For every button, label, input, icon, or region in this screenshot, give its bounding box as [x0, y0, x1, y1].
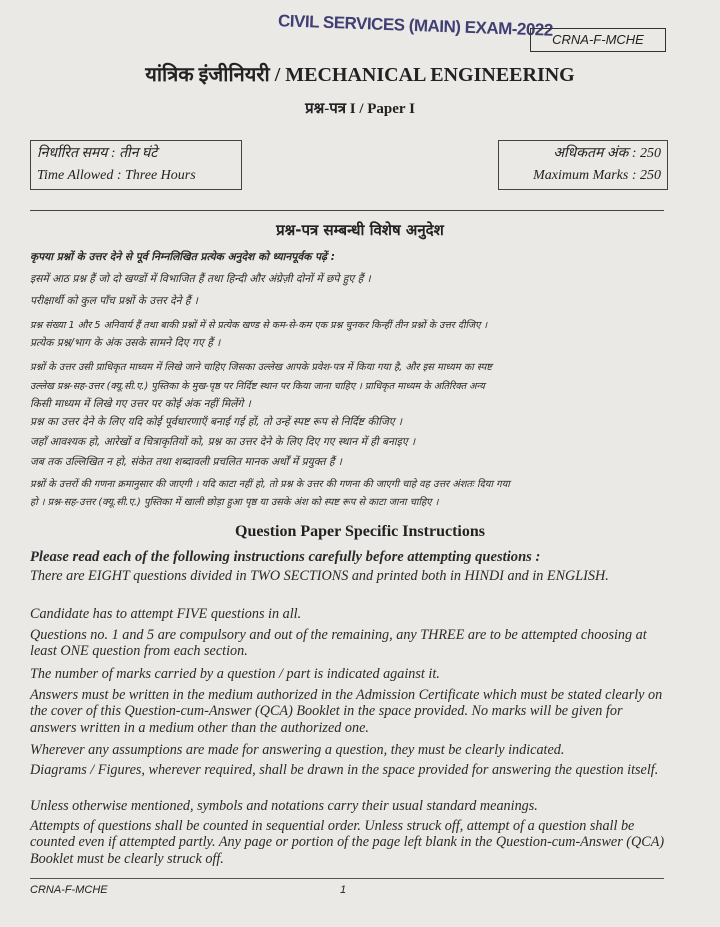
paper-code-box: CRNA-F-MCHE	[530, 28, 666, 52]
hindi-instruction-line: प्रत्येक प्रश्न/भाग के अंक उसके सामने दिए गए हैं ।	[30, 337, 221, 349]
footer-paper-code: CRNA-F-MCHE	[30, 884, 108, 896]
hindi-instruction-line: प्रश्नों के उत्तरों की गणना क्रमानुसार की जाएगी । यदि काटा नहीं हो, तो प्रश्न के उत्तर की गणना की जाएगी चाहे वह उत्तर अंशतः दिया गया	[30, 479, 510, 490]
english-instruction-line: Wherever any assumptions are made for answering a question, they must be clearly indicated.	[30, 742, 565, 758]
hindi-instruction-line: प्रश्न का उत्तर देने के लिए यदि कोई पूर्वधारणाएँ बनाई गई हों, तो उन्हें स्पष्ट रूप से निर्दिष्ट कीजिए ।	[30, 416, 403, 428]
english-instruction-line: Questions no. 1 and 5 are compulsory and out of the remaining, any THREE are to be attempted choosing at least ONE question from each section.	[30, 627, 647, 660]
footer-divider	[30, 878, 664, 879]
divider	[30, 210, 664, 211]
english-instruction-line: Attempts of questions shall be counted in sequential order. Unless struck off, attempt of a question shall be counted even if attempted partly. Any page or portion of the page left blank in the Question-cum-Answer (QCA) Booklet must be clearly struck off.	[30, 818, 665, 867]
hindi-instruction-line: प्रश्न संख्या 1 और 5 अनिवार्य हैं तथा बाकी प्रश्नों में से प्रत्येक खण्ड से कम-से-कम एक प्रश्न चुनकर किन्हीं तीन प्रश्नों के उत्तर दीजिए ।	[30, 320, 488, 331]
hindi-instruction-line: उल्लेख प्रश्न-सह-उत्तर (क्यू.सी.ए.) पुस्तिका के मुख-पृष्ठ पर निर्दिष्ट स्थान पर किया जाना चाहिए । प्राधिकृत माध्यम के अतिरिक्त अन्य	[30, 381, 485, 392]
english-instruction-line: Answers must be written in the medium authorized in the Admission Certificate which must be stated clearly on the cover of this Question-cum-Answer (QCA) Booklet in the space provided. No marks will be given for answers written in a medium other than the authorized one.	[30, 687, 663, 736]
exam-stamp: CIVIL SERVICES (MAIN) EXAM-2022	[277, 11, 554, 40]
english-instruction-line: Unless otherwise mentioned, symbols and notations carry their usual standard meanings.	[30, 798, 538, 814]
english-instruction-line: Please read each of the following instructions carefully before attempting questions :	[30, 549, 541, 565]
english-instruction-line: There are EIGHT questions divided in TWO SECTIONS and printed both in HINDI and in ENGLISH.	[30, 568, 609, 584]
english-instruction-line: The number of marks carried by a question / part is indicated against it.	[30, 666, 440, 682]
hindi-instruction-line: किसी माध्यम में लिखे गए उत्तर पर कोई अंक नहीं मिलेंगे ।	[30, 398, 251, 410]
hindi-instruction-line: हो । प्रश्न-सह-उत्तर (क्यू.सी.ए.) पुस्तिका में खाली छोड़ा हुआ पृष्ठ या उसके अंश को स्पष्ट रूप से काटा जाना चाहिए ।	[30, 497, 439, 508]
hindi-instructions-heading: प्रश्न-पत्र सम्बन्धी विशेष अनुदेश	[276, 221, 444, 239]
page-number: 1	[340, 884, 347, 896]
time-english: Time Allowed : Three Hours	[37, 168, 196, 183]
hindi-instruction-line: इसमें आठ प्रश्न हैं जो दो खण्डों में विभाजित हैं तथा हिन्दी और अंग्रेज़ी दोनों में छपे हुए हैं ।	[30, 273, 371, 285]
paper-number: प्रश्न-पत्र I / Paper I	[305, 101, 415, 117]
paper-title: यांत्रिक इंजीनियरी / MECHANICAL ENGINEERING	[145, 64, 575, 86]
hindi-instruction-line: जब तक उल्लिखित न हो, संकेत तथा शब्दावली प्रचलित मानक अर्थों में प्रयुक्त हैं ।	[30, 456, 342, 468]
marks-hindi: अधिकतम अंक : 250	[553, 146, 661, 161]
english-instruction-line: Candidate has to attempt FIVE questions in all.	[30, 606, 302, 622]
english-instructions-heading: Question Paper Specific Instructions	[235, 523, 485, 540]
time-allowed-box	[30, 140, 242, 190]
hindi-instruction-line: कृपया प्रश्नों के उत्तर देने से पूर्व निम्नलिखित प्रत्येक अनुदेश को ध्यानपूर्वक पढ़ें :	[30, 251, 335, 263]
hindi-instruction-line: प्रश्नों के उत्तर उसी प्राधिकृत माध्यम में लिखे जाने चाहिए जिसका उल्लेख आपके प्रवेश-पत्र में किया गया है, और इस माध्यम का स्पष्ट	[30, 362, 493, 373]
hindi-instruction-line: जहाँ आवश्यक हो, आरेखों व चित्राकृतियों को, प्रश्न का उत्तर देने के लिए दिए गए स्थान में ही बनाइए ।	[30, 436, 416, 448]
time-hindi: निर्धारित समय : तीन घंटे	[37, 146, 158, 161]
hindi-instruction-line: परीक्षार्थी को कुल पाँच प्रश्नों के उत्तर देने हैं ।	[30, 295, 198, 307]
max-marks-box	[498, 140, 668, 190]
marks-english: Maximum Marks : 250	[533, 168, 661, 183]
english-instruction-line: Diagrams / Figures, wherever required, shall be drawn in the space provided for answering the question itself.	[30, 762, 659, 778]
